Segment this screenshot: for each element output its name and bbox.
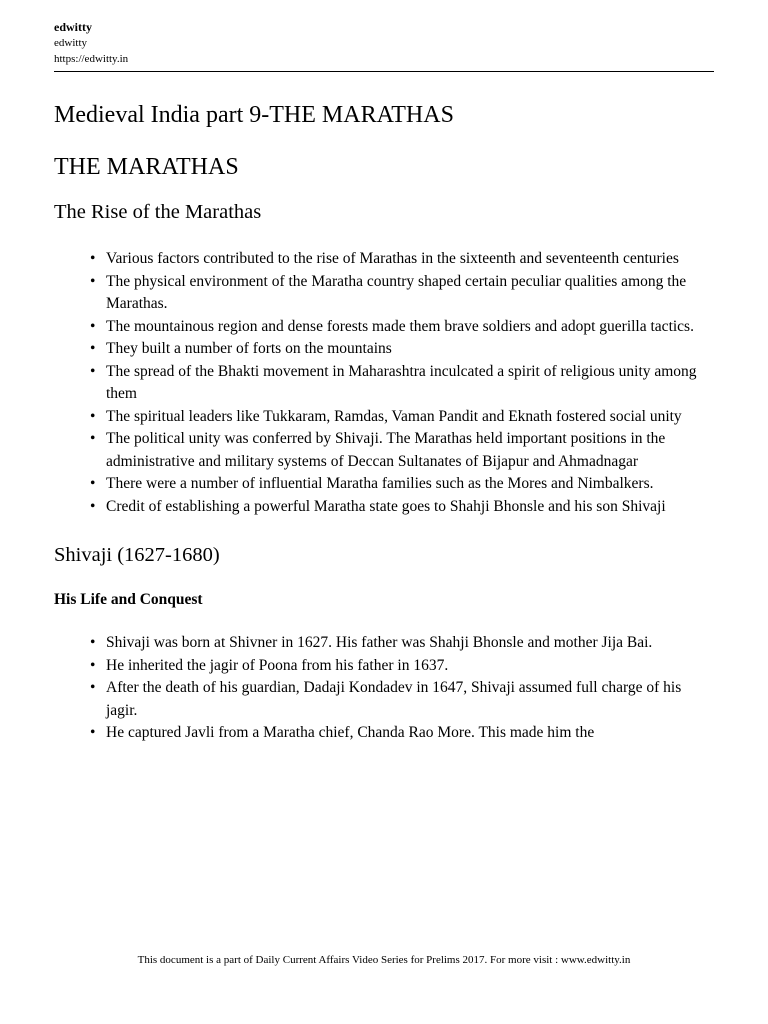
list-item: • The mountainous region and dense forests made them brave soldiers and adopt guerilla tactics. [54,316,714,339]
list-item: • Shivaji was born at Shivner in 1627. His father was Shahji Bhonsle and mother Jija Bai. [54,632,714,655]
list-item: • He captured Javli from a Maratha chief, Chanda Rao More. This made him the [54,722,714,745]
section-title: THE MARATHAS [54,154,239,180]
article-content [54,97,714,745]
shivaji-bullet-list [54,632,714,745]
site-name: edwitty [54,20,92,34]
list-item: • They built a number of forts on the mountains [54,338,714,361]
list-item: • He inherited the jagir of Poona from his father in 1637. [54,655,714,678]
header-divider [54,71,714,72]
site-url[interactable]: https://edwitty.in [54,53,129,65]
list-item: • The political unity was conferred by Shivaji. The Marathas held important positions in the administrative and military systems of Deccan Sultanates of Bijapur and Ahmadnagar [54,428,714,473]
shivaji-heading: Shivaji (1627-1680) [54,544,220,566]
list-item: • Credit of establishing a powerful Maratha state goes to Shahji Bhonsle and his son Shivaji [54,496,714,519]
life-conquest-subheading: His Life and Conquest [54,591,203,608]
rise-heading: The Rise of the Marathas [54,201,262,223]
list-item: • After the death of his guardian, Dadaji Kondadev in 1647, Shivaji assumed full charge of his jagir. [54,677,714,722]
list-item: • There were a number of influential Maratha families such as the Mores and Nimbalkers. [54,473,714,496]
list-item: • The physical environment of the Maratha country shaped certain peculiar qualities among the Marathas. [54,271,714,316]
article-title: Medieval India part 9-THE MARATHAS [54,102,454,128]
list-item: • The spiritual leaders like Tukkaram, Ramdas, Vaman Pandit and Eknath fostered social unity [54,406,714,429]
page-header [54,19,714,67]
page-footer: This document is a part of Daily Current Affairs Video Series for Prelims 2017. For more visit : www.edwitty.in [137,954,631,966]
site-subtitle: edwitty [54,37,87,49]
list-item: • Various factors contributed to the rise of Marathas in the sixteenth and seventeenth centuries [54,248,714,271]
list-item: • The spread of the Bhakti movement in Maharashtra inculcated a spirit of religious unity among them [54,361,714,406]
rise-bullet-list [54,248,714,518]
